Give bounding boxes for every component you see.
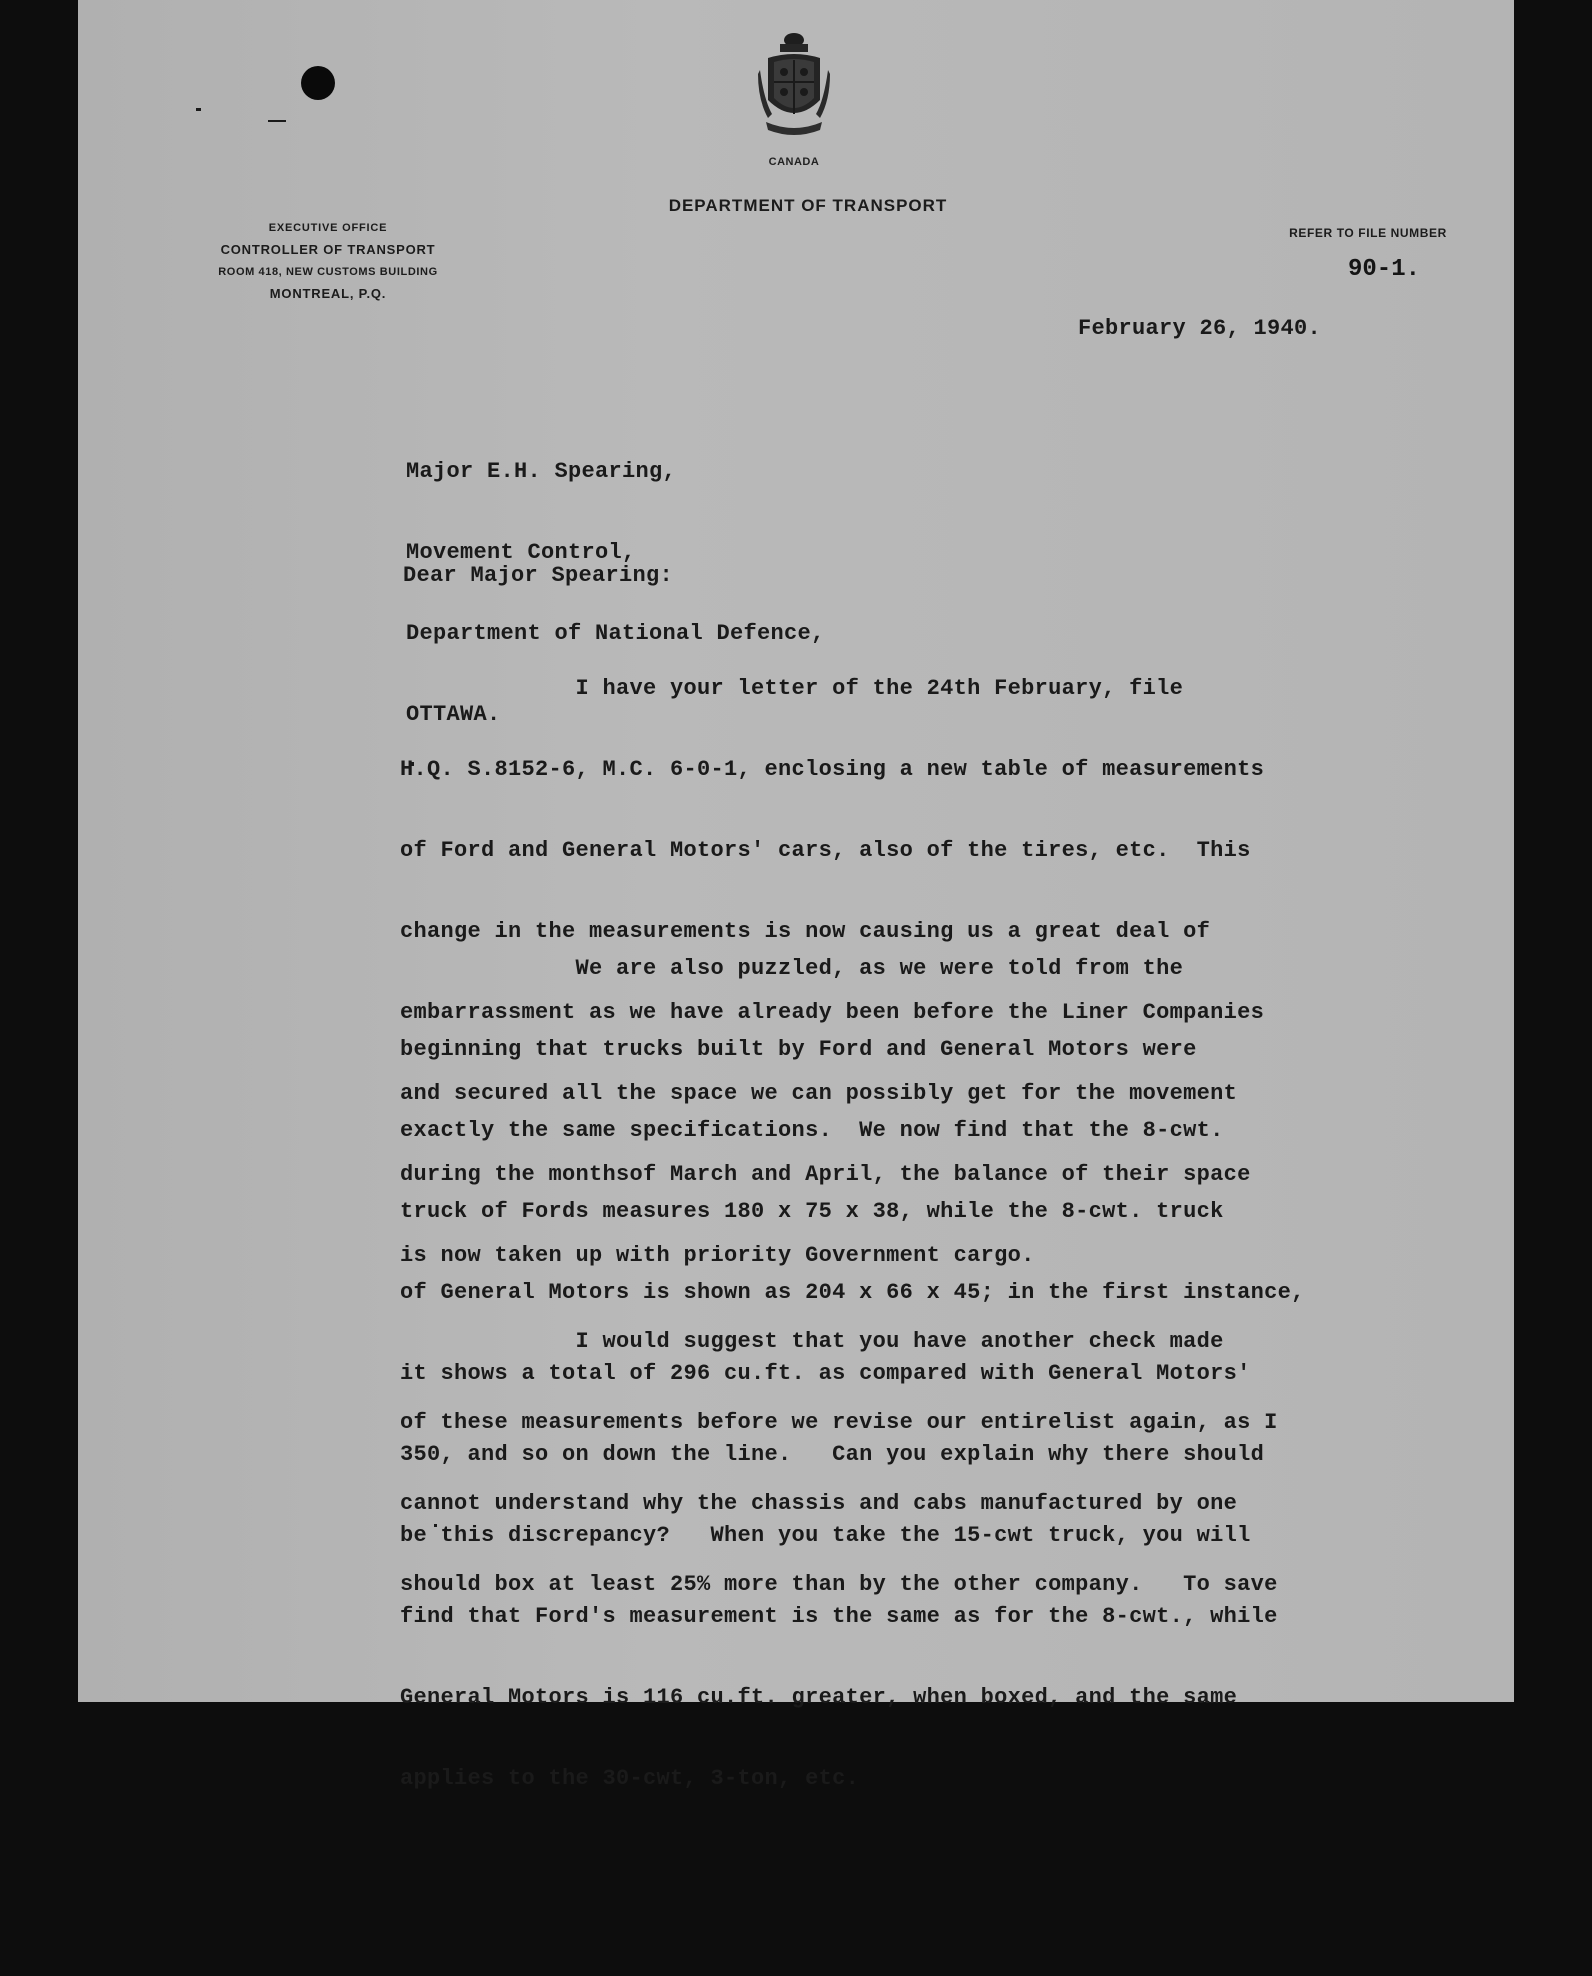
body-line: of Ford and General Motors' cars, also of the tires, etc. This xyxy=(400,838,1251,863)
body-line: 350, and so on down the line. Can you explain why there should xyxy=(400,1442,1265,1467)
body-line: and secured all the space we can possibly get for the movement xyxy=(400,1081,1238,1106)
letter-page xyxy=(78,0,1514,1791)
punch-hole xyxy=(301,66,335,100)
body-line: is now taken up with priority Government cargo. xyxy=(400,1243,1035,1268)
body-line: it shows a total of 296 cu.ft. as compared with General Motors' xyxy=(400,1361,1251,1386)
body-line: during the monthsof March and April, the balance of their space xyxy=(400,1162,1251,1187)
body-line: I would suggest that you have another check made xyxy=(400,1329,1224,1354)
body-line: I have your letter of the 24th February, file xyxy=(400,676,1184,701)
paragraph-3 xyxy=(400,1276,1278,1650)
coat-of-arms-icon xyxy=(758,30,830,158)
body-line: be this discrepancy? When you take the 15-cwt truck, you will xyxy=(400,1523,1251,1548)
department-heading: DEPARTMENT OF TRANSPORT xyxy=(668,196,948,215)
scan-speck xyxy=(196,108,201,111)
address-line: OTTAWA. xyxy=(406,702,501,727)
office-line: EXECUTIVE OFFICE xyxy=(268,222,388,234)
body-line: find that Ford's measurement is the same as for the 8-cwt., while xyxy=(400,1604,1278,1629)
body-line: cannot understand why the chassis and cabs manufactured by one xyxy=(400,1491,1238,1516)
body-line: embarrassment as we have already been before the Liner Companies xyxy=(400,1000,1265,1025)
body-line: exactly the same specifications. We now find that the 8-cwt. xyxy=(400,1118,1224,1143)
body-line: change in the measurements is now causing us a great deal of xyxy=(400,919,1211,944)
office-line: MONTREAL, P.Q. xyxy=(269,286,387,301)
body-line: truck of Fords measures 180 x 75 x 38, while the 8-cwt. truck xyxy=(400,1199,1224,1224)
address-line: Major E.H. Spearing, xyxy=(406,459,677,484)
crest-caption: CANADA xyxy=(768,156,820,168)
body-line: of General Motors is shown as 204 x 66 x 45; in the first instance, xyxy=(400,1280,1305,1305)
body-line: H.Q. S.8152-6, M.C. 6-0-1, enclosing a new table of measurements xyxy=(400,757,1265,782)
office-line: ROOM 418, NEW CUSTOMS BUILDING xyxy=(218,266,438,278)
body-line: beginning that trucks built by Ford and General Motors were xyxy=(400,1037,1197,1062)
body-line: of these measurements before we revise our entirelist again, as I xyxy=(400,1410,1278,1435)
address-line: Department of National Defence, xyxy=(406,621,825,646)
office-line: CONTROLLER OF TRANSPORT xyxy=(220,242,436,257)
salutation: Dear Major Spearing: xyxy=(403,563,674,588)
body-line: applies to the 30-cwt, 3-ton, etc. xyxy=(400,1766,860,1791)
body-line: should box at least 25% more than by the other company. To save xyxy=(400,1572,1278,1597)
sender-office-block xyxy=(178,217,478,305)
file-number: 90-1. xyxy=(1348,256,1421,283)
body-line: General Motors is 116 cu.ft. greater, when boxed, and the same xyxy=(400,1685,1238,1710)
letter-date: February 26, 1940. xyxy=(1078,316,1322,341)
refer-label: REFER TO FILE NUMBER xyxy=(1289,226,1447,240)
address-line: Movement Control, xyxy=(406,540,636,565)
body-line: We are also puzzled, as we were told from the xyxy=(400,956,1184,981)
scan-speck xyxy=(268,120,286,122)
